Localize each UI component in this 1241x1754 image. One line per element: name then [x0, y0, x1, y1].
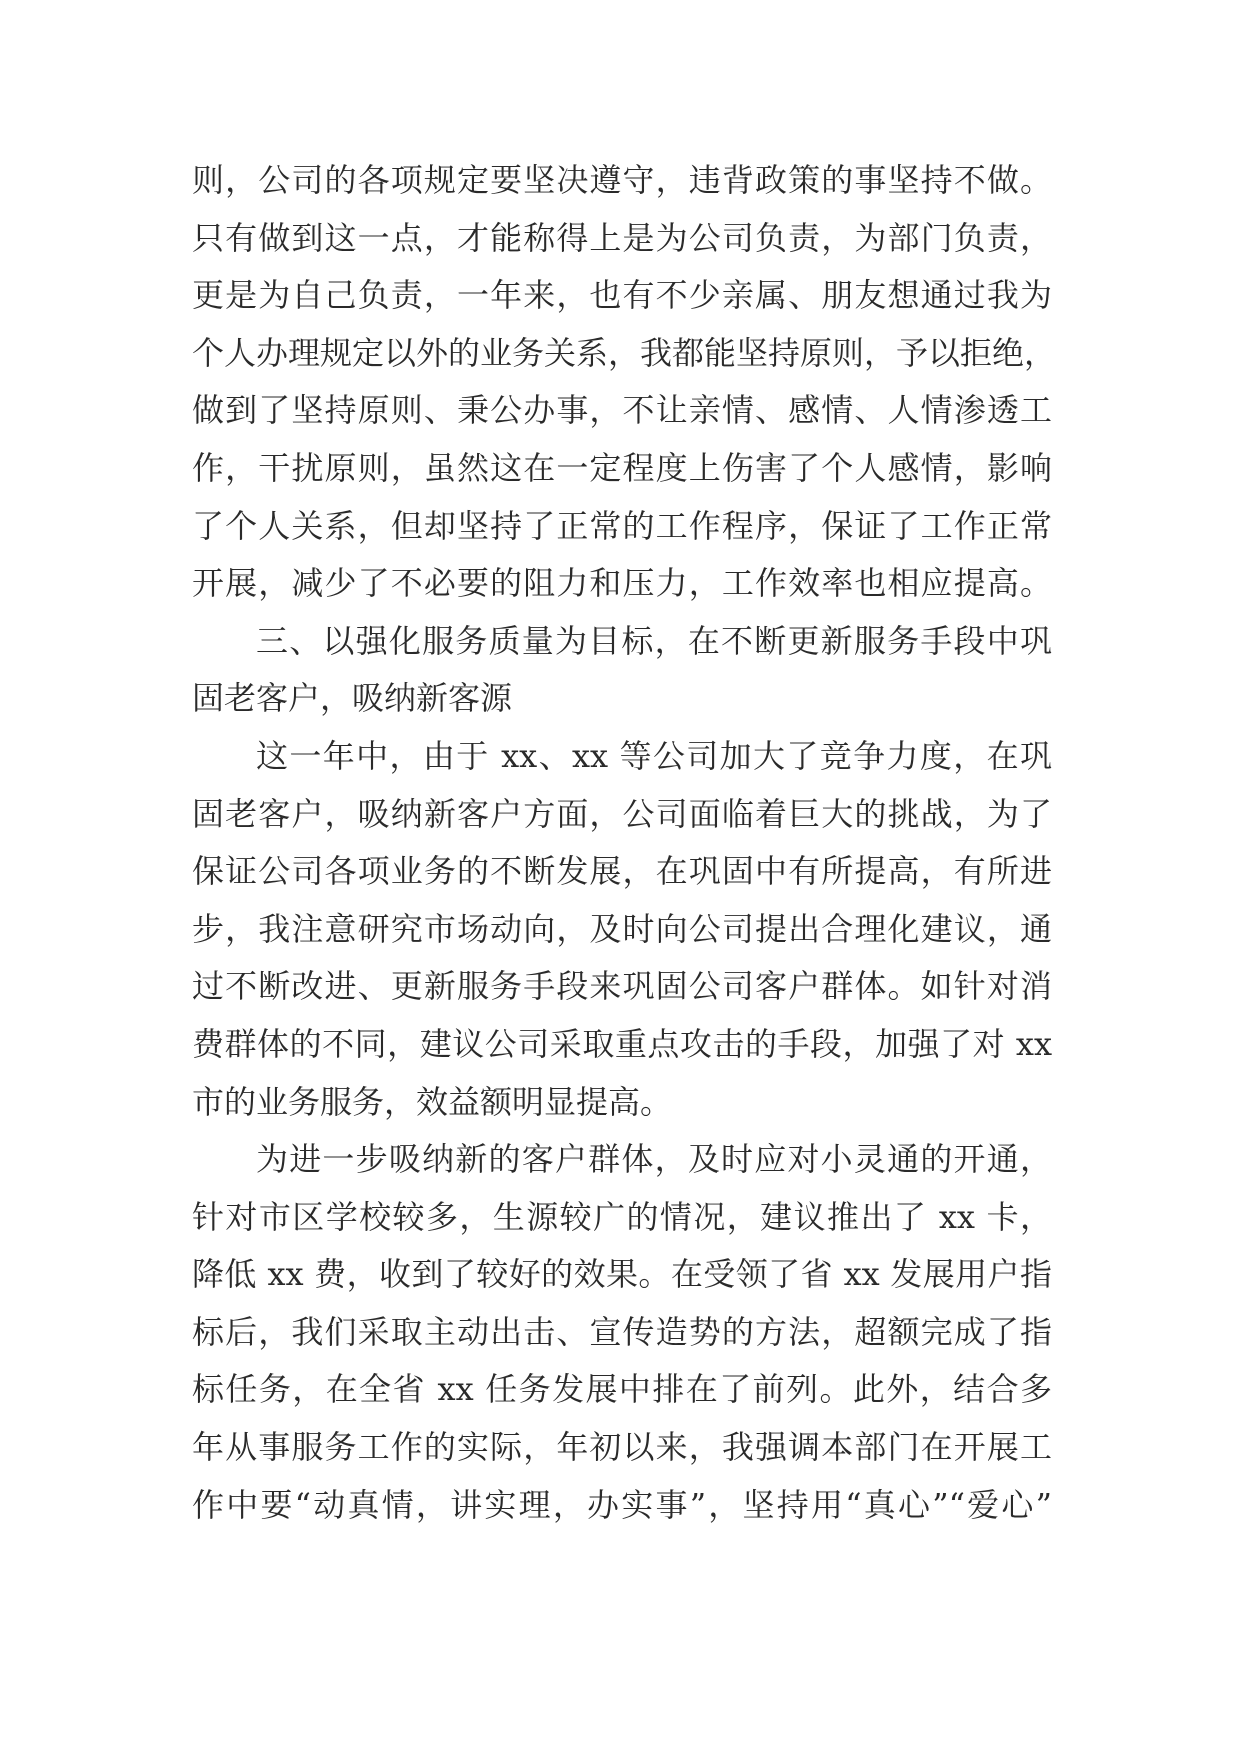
text-line: 标后，我们采取主动出击、宣传造势的方法，超额完成了指 — [192, 1312, 1052, 1351]
text-line: 作，干扰原则，虽然这在一定程度上伤害了个人感情，影响 — [192, 448, 1052, 487]
text-line: 过不断改进、更新服务手段来巩固公司客户群体。如针对消 — [192, 967, 1052, 1006]
text-line: 固老客户，吸纳新客户方面，公司面临着巨大的挑战，为了 — [192, 794, 1052, 833]
text-line: 保证公司各项业务的不断发展，在巩固中有所提高，有所进 — [192, 852, 1052, 891]
text-line: 个人办理规定以外的业务关系，我都能坚持原则，予以拒绝， — [192, 333, 1057, 372]
text-line: 这一年中，由于 xx、xx 等公司加大了竞争力度，在巩 — [256, 736, 1052, 775]
text-line: 市的业务服务，效益额明显提高。 — [192, 1082, 673, 1121]
text-line: 作中要“动真情，讲实理，办实事”，坚持用“真心”“爱心” — [192, 1485, 1052, 1524]
section-heading-line: 固老客户，吸纳新客源 — [192, 679, 513, 718]
text-line: 标任务，在全省 xx 任务发展中排在了前列。此外，结合多 — [192, 1370, 1052, 1409]
section-heading-line: 三、以强化服务质量为目标，在不断更新服务手段中巩 — [256, 621, 1052, 660]
text-line: 做到了坚持原则、秉公办事，不让亲情、感情、人情渗透工 — [192, 391, 1052, 430]
text-line: 步，我注意研究市场动向，及时向公司提出合理化建议，通 — [192, 909, 1052, 948]
body-text — [192, 152, 1057, 1534]
text-line: 降低 xx 费，收到了较好的效果。在受领了省 xx 发展用户指 — [192, 1255, 1052, 1294]
text-line: 开展，减少了不必要的阻力和压力，工作效率也相应提高。 — [192, 564, 1052, 603]
text-line: 只有做到这一点，才能称得上是为公司负责，为部门负责， — [192, 218, 1052, 257]
text-line: 费群体的不同，建议公司采取重点攻击的手段，加强了对 xx — [192, 1024, 1052, 1063]
text-line: 则，公司的各项规定要坚决遵守，违背政策的事坚持不做。 — [192, 161, 1052, 199]
text-line: 为进一步吸纳新的客户群体，及时应对小灵通的开通， — [256, 1140, 1052, 1179]
text-line: 年从事服务工作的实际，年初以来，我强调本部门在开展工 — [192, 1428, 1052, 1467]
text-line: 针对市区学校较多，生源较广的情况，建议推出了 xx 卡， — [192, 1197, 1052, 1236]
text-line: 了个人关系，但却坚持了正常的工作程序，保证了工作正常 — [192, 506, 1052, 545]
text-line: 更是为自己负责，一年来，也有不少亲属、朋友想通过我为 — [192, 276, 1052, 315]
